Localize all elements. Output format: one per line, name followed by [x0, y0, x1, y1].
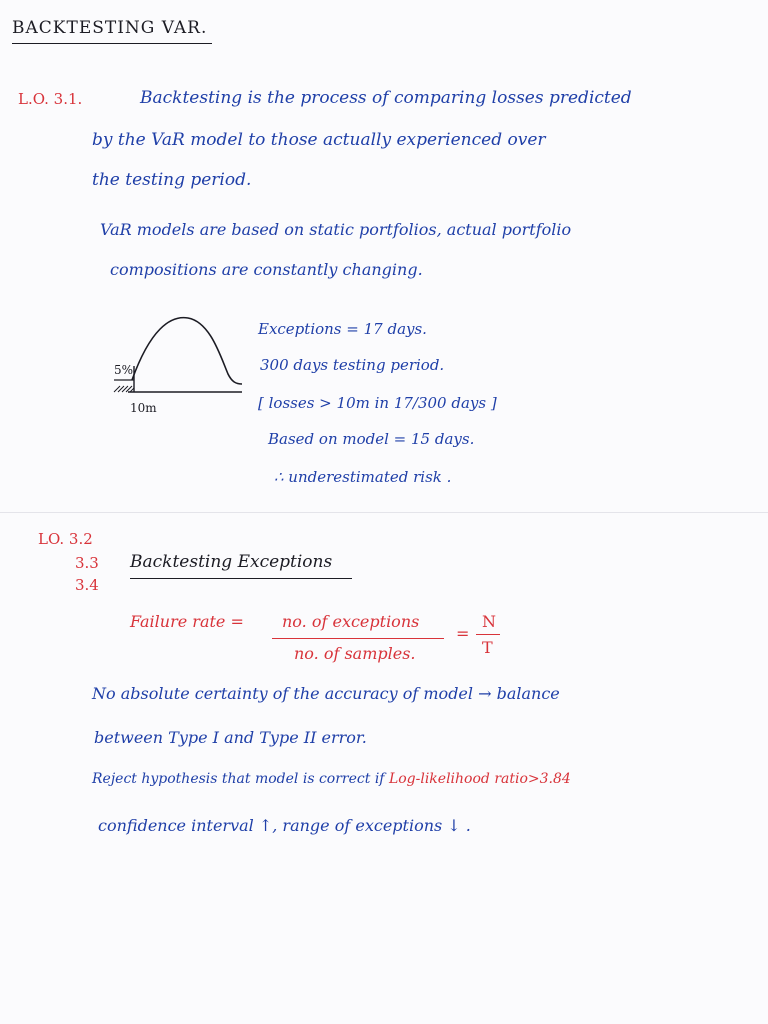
reject-hypothesis-line — [92, 772, 571, 786]
lo-label-3-1: L.O. 3.1. — [18, 90, 83, 108]
fraction-bar — [272, 638, 444, 639]
example-line-4: Based on model = 15 days. — [268, 430, 475, 448]
example-line-1: Exceptions = 17 days. — [258, 320, 427, 338]
note-line-1: VaR models are based on static portfolios, actual portfolio — [100, 220, 572, 239]
page-fold — [0, 512, 768, 513]
page-title: BACKTESTING VAR. — [12, 18, 208, 38]
distribution-curve — [132, 318, 242, 384]
lo-label-3-2: LO. 3.2 — [38, 530, 93, 548]
formula-numerator: no. of exceptions — [282, 612, 420, 631]
tail-hatch — [114, 386, 134, 392]
percent-label: 5% — [114, 363, 134, 377]
symbol-fraction-bar — [476, 634, 500, 635]
threshold-text: >3.84 — [527, 771, 571, 787]
confidence-interval-line: confidence interval ↑, range of exceptions ↓ . — [98, 816, 471, 835]
example-line-5: ∴ underestimated risk . — [274, 468, 452, 486]
formula-equals: = — [456, 624, 470, 643]
x-axis-label: 10m — [130, 401, 157, 415]
type-error-line: between Type I and Type II error. — [94, 728, 367, 747]
formula-lhs: Failure rate = — [130, 612, 244, 631]
heading-underline — [130, 578, 352, 579]
note-line-2: compositions are constantly changing. — [110, 260, 423, 279]
formula-denominator: no. of samples. — [294, 644, 416, 663]
example-line-2: 300 days testing period. — [260, 356, 445, 374]
title-underline — [12, 43, 212, 44]
example-line-3: [ losses > 10m in 17/300 days ] — [258, 394, 497, 412]
definition-line-2: by the VaR model to those actually experienced over — [92, 130, 546, 150]
definition-line-3: the testing period. — [92, 170, 252, 190]
section-heading: Backtesting Exceptions — [130, 552, 333, 572]
lo-label-3-3: 3.3 — [75, 554, 99, 572]
lo-label-3-4: 3.4 — [75, 576, 99, 594]
definition-line-1: Backtesting is the process of comparing losses predicted — [140, 88, 632, 108]
reject-prefix: Reject hypothesis that model is correct if — [92, 771, 385, 787]
certainty-line: No absolute certainty of the accuracy of model → balance — [92, 684, 560, 703]
log-likelihood-text: Log-likelihood ratio — [388, 771, 528, 787]
formula-n: N — [482, 612, 496, 631]
formula-t: T — [482, 638, 493, 657]
